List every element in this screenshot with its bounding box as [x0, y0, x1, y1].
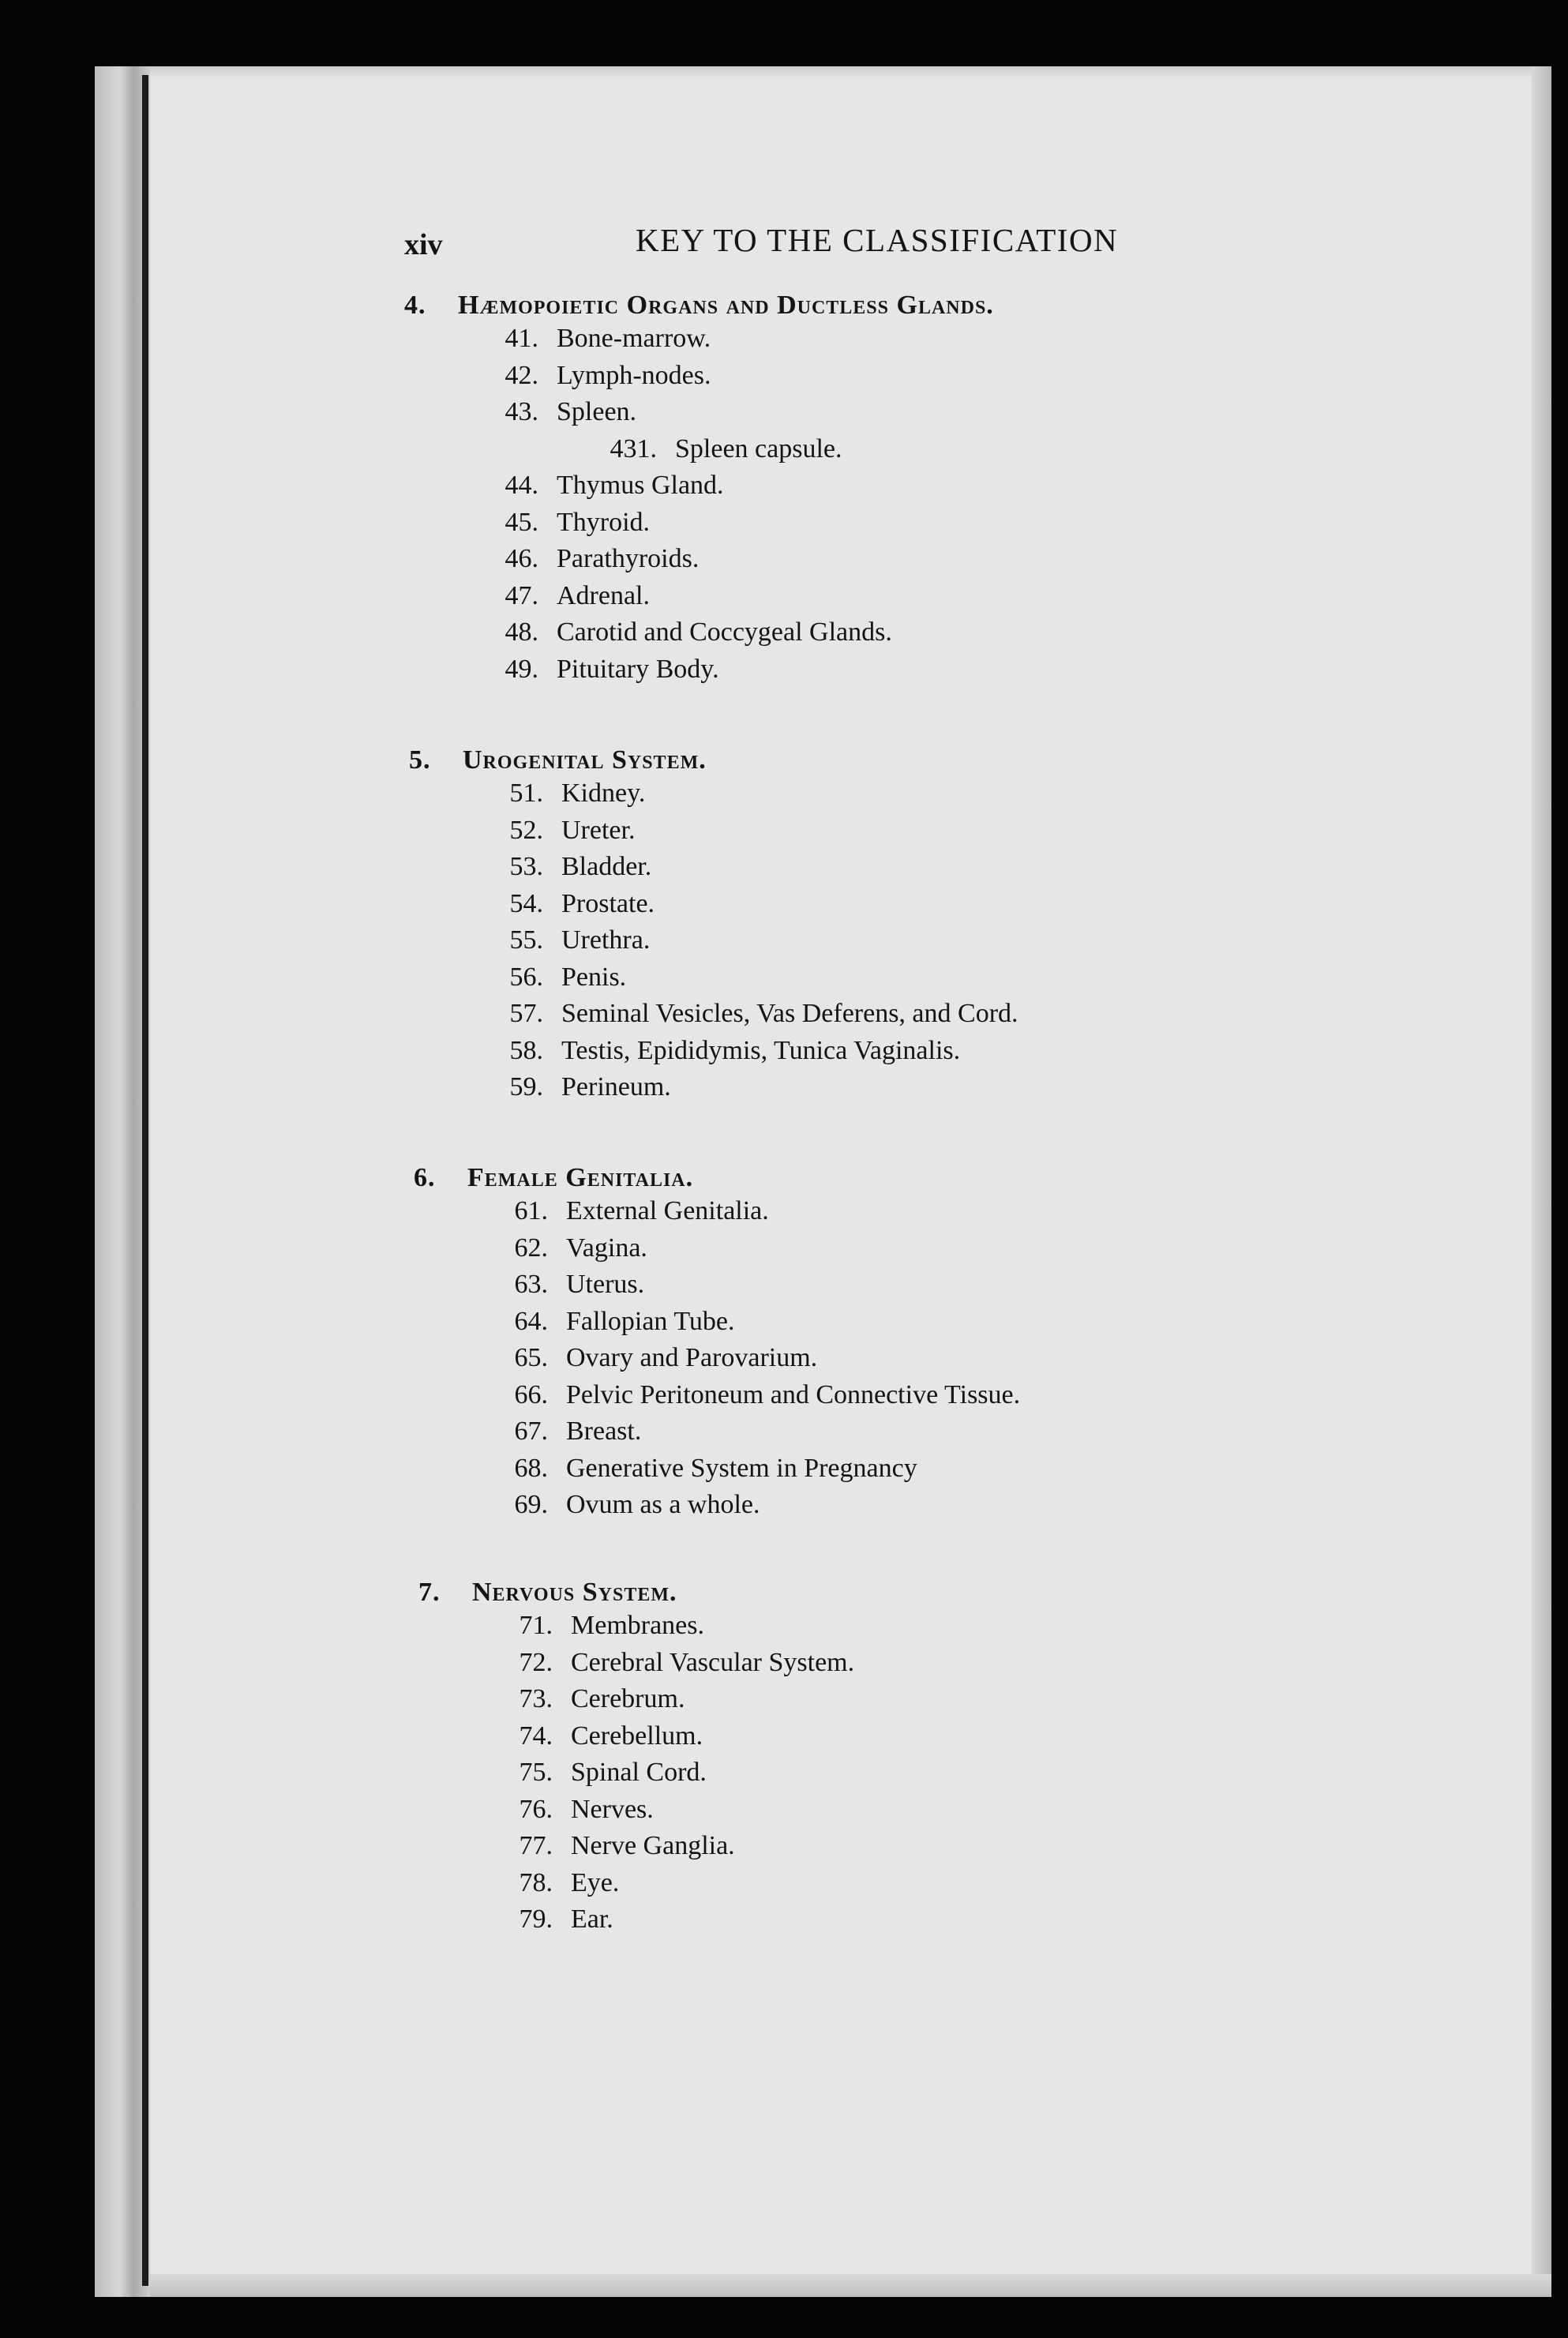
entry-number: 77.: [519, 1831, 553, 1860]
list-item: [463, 394, 994, 431]
list-item: [473, 1340, 818, 1377]
entry-number: 66.: [514, 1379, 548, 1409]
section-heading: [404, 291, 994, 321]
entry-label: Cerebral Vascular System.: [571, 1647, 855, 1677]
entry-label: Vagina.: [566, 1233, 647, 1263]
entry-label: Seminal Vesicles, Vas Deferens, and Cord.: [561, 999, 1018, 1028]
list-item: [473, 1450, 917, 1488]
entry-label: Breast.: [566, 1417, 642, 1446]
entry-number: 57.: [509, 999, 543, 1028]
entry-label: Ovary and Parovarium.: [566, 1343, 818, 1372]
section-4: [404, 291, 994, 688]
list-item: [468, 886, 707, 923]
page-right-edge: [1532, 66, 1551, 2297]
section-heading: [414, 1163, 693, 1193]
entry-label: Kidney.: [561, 779, 646, 808]
entry-number: 69.: [514, 1490, 548, 1519]
entry-number: 61.: [514, 1196, 548, 1225]
entry-label: Thyroid.: [557, 507, 651, 537]
list-item: [478, 1865, 677, 1902]
entry-number: 41.: [505, 324, 538, 353]
entry-label: Spinal Cord.: [571, 1758, 707, 1787]
list-item: [478, 1792, 677, 1829]
entry-number: 48.: [505, 617, 538, 647]
entry-number: 52.: [509, 815, 543, 845]
list-item: [468, 922, 707, 959]
section-entries: [468, 775, 1018, 1106]
entry-number: 55.: [509, 925, 543, 955]
running-head: KEY TO THE CLASSIFICATION: [636, 222, 1119, 258]
entry-number: 74.: [519, 1721, 553, 1751]
entry-label: Fallopian Tube.: [566, 1306, 735, 1336]
entry-number: 49.: [505, 654, 538, 684]
entry-number: 44.: [505, 471, 538, 500]
list-item: [468, 849, 707, 886]
entry-label: Thymus Gland.: [557, 471, 724, 500]
entry-label: Parathyroids.: [557, 544, 700, 573]
entry-number: 68.: [514, 1453, 548, 1483]
entry-number: 42.: [505, 360, 538, 390]
entry-label: Spleen capsule.: [675, 433, 842, 463]
list-item: [468, 775, 707, 812]
list-item: [468, 812, 707, 850]
list-item: [468, 996, 1018, 1033]
entry-number: 73.: [519, 1684, 553, 1713]
entry-label: Cerebrum.: [571, 1684, 685, 1713]
entry-number: 47.: [505, 580, 538, 610]
entry-label: Carotid and Coccygeal Glands.: [557, 617, 892, 647]
section-title: Hæmopoietic Organs and Ductless Glands.: [458, 291, 994, 320]
section-title: Female Genitalia.: [467, 1163, 694, 1192]
section-6: [414, 1163, 1021, 1524]
entry-label: Uterus.: [566, 1270, 645, 1299]
list-item: [463, 467, 994, 505]
list-item: [463, 614, 994, 651]
list-item: [478, 1645, 855, 1682]
list-item: [473, 1413, 693, 1450]
entry-label: External Genitalia.: [566, 1196, 769, 1225]
list-item: [473, 1377, 1021, 1414]
list-item: [478, 1828, 735, 1865]
section-number: 5.: [409, 745, 431, 775]
list-item: [468, 1069, 707, 1106]
list-item: [473, 1487, 760, 1524]
entry-label: Nerves.: [571, 1794, 654, 1824]
entry-label: Generative System in Pregnancy: [566, 1453, 917, 1483]
entry-label: Nerve Ganglia.: [571, 1831, 735, 1860]
entry-label: Cerebellum.: [571, 1721, 703, 1751]
entry-number: 431.: [610, 433, 657, 463]
entry-label: Adrenal.: [557, 580, 651, 610]
list-item: [463, 505, 994, 542]
entry-number: 53.: [509, 852, 543, 881]
list-item: [463, 541, 994, 578]
entry-number: 75.: [519, 1758, 553, 1787]
entry-label: Lymph-nodes.: [557, 360, 711, 390]
list-item: [478, 1681, 685, 1718]
entry-number: 54.: [509, 888, 543, 918]
entry-number: 46.: [505, 544, 538, 573]
entry-number: 56.: [509, 962, 543, 992]
entry-number: 51.: [509, 779, 543, 808]
entry-label: Bladder.: [561, 852, 652, 881]
section-title: Urogenital System.: [463, 745, 707, 775]
entry-number: 43.: [505, 397, 538, 426]
section-title: Nervous System.: [472, 1578, 677, 1607]
list-item: [473, 1230, 693, 1267]
list-item: [463, 651, 994, 689]
section-number: 4.: [404, 291, 426, 320]
entry-label: Ear.: [571, 1905, 613, 1934]
section-number: 7.: [418, 1578, 441, 1607]
entry-number: 79.: [519, 1905, 553, 1934]
list-item: [468, 959, 707, 996]
section-heading: [409, 745, 707, 775]
entry-label: Perineum.: [561, 1072, 671, 1101]
entry-number: 71.: [519, 1611, 553, 1640]
page-number: xiv: [404, 228, 443, 261]
entry-label: Prostate.: [561, 888, 655, 918]
entry-label: Ovum as a whole.: [566, 1490, 760, 1519]
sub-entry: [463, 431, 994, 468]
entry-label: Ureter.: [561, 815, 636, 845]
entry-label: Penis.: [561, 962, 627, 992]
section-7: [418, 1578, 855, 1938]
list-item: [463, 358, 994, 395]
entry-label: Testis, Epididymis, Tunica Vaginalis.: [561, 1035, 961, 1065]
entry-number: 62.: [514, 1233, 548, 1263]
entry-number: 65.: [514, 1343, 548, 1372]
binding-shadow-line: [142, 75, 148, 2286]
entry-label: Spleen.: [557, 397, 637, 426]
entry-number: 64.: [514, 1306, 548, 1336]
section-number: 6.: [414, 1163, 436, 1192]
entry-label: Urethra.: [561, 925, 651, 955]
list-item: [478, 1718, 703, 1755]
entry-label: Pituitary Body.: [557, 654, 719, 684]
entry-label: Pelvic Peritoneum and Connective Tissue.: [566, 1379, 1021, 1409]
list-item: [473, 1304, 735, 1341]
entry-number: 63.: [514, 1270, 548, 1299]
entry-number: 72.: [519, 1647, 553, 1677]
list-item: [463, 578, 994, 615]
entry-number: 59.: [509, 1072, 543, 1101]
entry-label: Bone-marrow.: [557, 324, 711, 353]
entry-label: Eye.: [571, 1867, 620, 1897]
section-5: [409, 745, 1018, 1106]
entry-label: Membranes.: [571, 1611, 705, 1640]
section-entries: [478, 1608, 855, 1938]
list-item: [478, 1754, 707, 1792]
section-entries: [463, 321, 994, 688]
list-item: [478, 1608, 705, 1645]
list-item: [463, 321, 994, 358]
entry-number: 78.: [519, 1867, 553, 1897]
entry-number: 58.: [509, 1035, 543, 1065]
entry-number: 45.: [505, 507, 538, 537]
section-heading: [418, 1578, 677, 1608]
list-item: [473, 1193, 769, 1230]
entry-number: 67.: [514, 1417, 548, 1446]
page-bottom-edge: [150, 2274, 1551, 2297]
list-item: [473, 1267, 693, 1304]
section-entries: [473, 1193, 1021, 1524]
list-item: [478, 1901, 677, 1938]
entry-number: 76.: [519, 1794, 553, 1824]
list-item: [468, 1033, 961, 1070]
